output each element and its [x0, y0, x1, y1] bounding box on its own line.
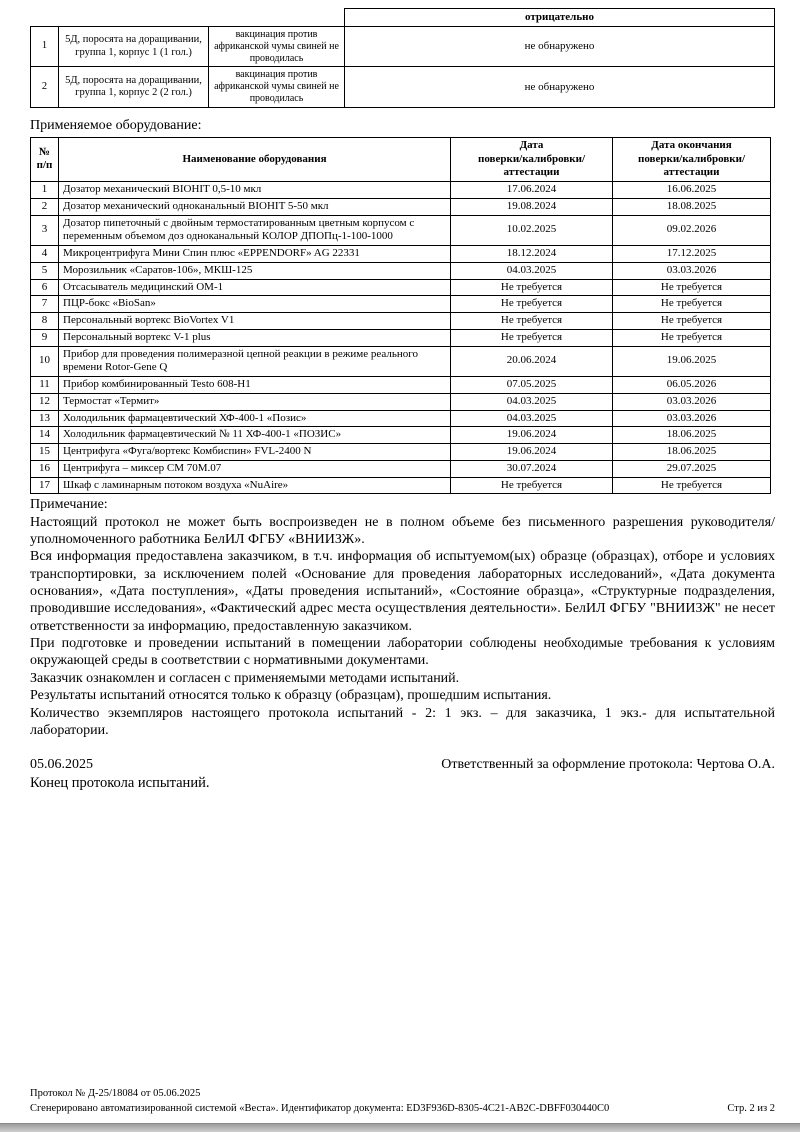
- equipment-name: Центрифуга – миксер СМ 70М.07: [59, 460, 451, 477]
- sample-description: 5Д, поросята на доращивании, группа 1, корпус 1 (1 гол.): [59, 26, 209, 66]
- note-paragraph: Количество экземпляров настоящего протокола испытаний - 2: 1 экз. – для заказчика, 1 экз.- для испытательной лаборатории.: [30, 705, 775, 738]
- equipment-number: 17: [31, 477, 59, 494]
- empty-cell: [59, 9, 209, 27]
- equipment-name: Микроцентрифуга Мини Спин плюс «EPPENDORF» AG 22331: [59, 246, 451, 263]
- results-row: [31, 26, 775, 66]
- equipment-row: [31, 346, 771, 377]
- equipment-name: Центрифуга «Фуга/вортекс Комбиспин» FVL-2400 N: [59, 444, 451, 461]
- equipment-row: [31, 427, 771, 444]
- results-header-row: [31, 9, 775, 27]
- calibration-end-date: 09.02.2026: [613, 215, 771, 246]
- calibration-date: 30.07.2024: [451, 460, 613, 477]
- result-header-cell: отрицательно: [345, 9, 775, 27]
- calibration-date: 19.06.2024: [451, 444, 613, 461]
- end-of-protocol: Конец протокола испытаний.: [30, 775, 210, 792]
- equipment-row: [31, 460, 771, 477]
- equipment-number: 2: [31, 198, 59, 215]
- equipment-table: [30, 137, 771, 495]
- equipment-name: Дозатор механический BIOHIT 0,5-10 мкл: [59, 182, 451, 199]
- calibration-date: 04.03.2025: [451, 393, 613, 410]
- signoff-responsible: Ответственный за оформление протокола: Чертова О.А.: [441, 757, 775, 773]
- col-header-name: Наименование оборудования: [59, 137, 451, 181]
- page-footer: [30, 1087, 775, 1116]
- equipment-name: Шкаф с ламинарным потоком воздуха «NuAire»: [59, 477, 451, 494]
- calibration-date: 19.08.2024: [451, 198, 613, 215]
- result-value: не обнаружено: [345, 26, 775, 66]
- equipment-number: 3: [31, 215, 59, 246]
- equipment-number: 12: [31, 393, 59, 410]
- notes-section: [30, 496, 775, 739]
- equipment-name: Персональный вортекс BioVortex V1: [59, 313, 451, 330]
- equipment-row: [31, 296, 771, 313]
- calibration-date: 20.06.2024: [451, 346, 613, 377]
- equipment-number: 15: [31, 444, 59, 461]
- col-header-date-end: [613, 137, 771, 181]
- note-paragraph: Настоящий протокол не может быть воспроизведен не в полном объеме без письменного разрешения руководителя/уполномоченного работника БелИЛ ФГБУ «ВНИИЗЖ».: [30, 514, 775, 547]
- equipment-number: 9: [31, 329, 59, 346]
- calibration-date: 07.05.2025: [451, 377, 613, 394]
- calibration-end-date: 17.12.2025: [613, 246, 771, 263]
- equipment-row: [31, 182, 771, 199]
- empty-cell: [31, 9, 59, 27]
- equipment-number: 1: [31, 182, 59, 199]
- vaccination-info: вакцинация против африканской чумы свиней не проводилась: [209, 26, 345, 66]
- col-header-date: [451, 137, 613, 181]
- calibration-date: 17.06.2024: [451, 182, 613, 199]
- calibration-end-date: Не требуется: [613, 329, 771, 346]
- equipment-row: [31, 262, 771, 279]
- equipment-name: Термостат «Термит»: [59, 393, 451, 410]
- calibration-end-date: Не требуется: [613, 477, 771, 494]
- footer-line2: [30, 1102, 775, 1116]
- calibration-date: 10.02.2025: [451, 215, 613, 246]
- equipment-name: Прибор комбинированный Testo 608-H1: [59, 377, 451, 394]
- equipment-number: 7: [31, 296, 59, 313]
- window-edge-bar: [0, 1123, 800, 1132]
- equipment-name: Холодильник фармацевтический № 11 ХФ-400-1 «ПОЗИС»: [59, 427, 451, 444]
- equipment-row: [31, 313, 771, 330]
- calibration-date: Не требуется: [451, 296, 613, 313]
- equipment-name: Холодильник фармацевтический ХФ-400-1 «Позис»: [59, 410, 451, 427]
- calibration-end-date: 06.05.2026: [613, 377, 771, 394]
- calibration-end-date: 16.06.2025: [613, 182, 771, 199]
- notes-paragraphs: [30, 514, 775, 740]
- result-value: не обнаружено: [345, 67, 775, 107]
- equipment-number: 4: [31, 246, 59, 263]
- calibration-date: 19.06.2024: [451, 427, 613, 444]
- col-header-date-line2: поверки/калибровки/аттестации: [477, 152, 586, 179]
- footer-page-number: Стр. 2 из 2: [727, 1103, 775, 1115]
- equipment-row: [31, 329, 771, 346]
- equipment-row: [31, 477, 771, 494]
- calibration-date: 18.12.2024: [451, 246, 613, 263]
- equipment-name: Прибор для проведения полимеразной цепной реакции в режиме реального времени Rotor-Gene Q: [59, 346, 451, 377]
- equipment-name: Персональный вортекс V-1 plus: [59, 329, 451, 346]
- sample-description: 5Д, поросята на доращивании, группа 1, корпус 2 (2 гол.): [59, 67, 209, 107]
- calibration-date: 04.03.2025: [451, 262, 613, 279]
- note-paragraph: Вся информация предоставлена заказчиком, в т.ч. информация об испытуемом(ых) образце (образцах), отборе и условиях транспортировки, за исключением полей «Основание для проведения лабораторных исследований», «Дата документа основания», «Дата поступления», «Даты проведения испытаний», «Состояние образца», «Структурные подразделения, проводившие исследования», «Фактический адрес места осуществления деятельности». БелИЛ ФГБУ "ВНИИЗЖ" не несет ответственности за информацию, предоставленную заказчиком.: [30, 549, 775, 634]
- equipment-name: Дозатор механический одноканальный BIOHIT 5-50 мкл: [59, 198, 451, 215]
- calibration-end-date: 03.03.2026: [613, 410, 771, 427]
- col-header-num-line2: п/п: [36, 159, 53, 172]
- calibration-date: Не требуется: [451, 329, 613, 346]
- equipment-number: 10: [31, 346, 59, 377]
- equipment-number: 5: [31, 262, 59, 279]
- signoff-date: 05.06.2025: [30, 757, 93, 773]
- row-number: 2: [31, 67, 59, 107]
- signoff-row: [30, 757, 775, 773]
- results-row: [31, 67, 775, 107]
- calibration-date: Не требуется: [451, 279, 613, 296]
- vaccination-info: вакцинация против африканской чумы свиней не проводилась: [209, 67, 345, 107]
- footer-protocol-number: Протокол № Д-25/18084 от 05.06.2025: [30, 1087, 201, 1099]
- row-number: 1: [31, 26, 59, 66]
- equipment-row: [31, 246, 771, 263]
- calibration-end-date: 19.06.2025: [613, 346, 771, 377]
- equipment-name: Отсасыватель медицинский ОМ-1: [59, 279, 451, 296]
- equipment-row: [31, 410, 771, 427]
- note-paragraph: Заказчик ознакомлен и согласен с применяемыми методами испытаний.: [30, 670, 460, 686]
- equipment-number: 13: [31, 410, 59, 427]
- equipment-name: Дозатор пипеточный с двойным термостатированным цветным корпусом с переменным объемом доз одноканальный КОЛОР ДПОПц-1-100-1000: [59, 215, 451, 246]
- calibration-end-date: 18.06.2025: [613, 427, 771, 444]
- calibration-end-date: Не требуется: [613, 279, 771, 296]
- notes-title: Примечание:: [30, 497, 108, 513]
- equipment-name: Морозильник «Саратов-106», МКШ-125: [59, 262, 451, 279]
- note-paragraph: При подготовке и проведении испытаний в помещении лаборатории соблюдены необходимые требования к условиям окружающей среды в соответствии с нормативными документами.: [30, 636, 775, 669]
- calibration-end-date: Не требуется: [613, 296, 771, 313]
- calibration-date: 04.03.2025: [451, 410, 613, 427]
- calibration-end-date: 18.08.2025: [613, 198, 771, 215]
- col-header-date-end-line2: поверки/калибровки/аттестации: [637, 152, 746, 179]
- equipment-row: [31, 279, 771, 296]
- calibration-end-date: 18.06.2025: [613, 444, 771, 461]
- equipment-row: [31, 393, 771, 410]
- calibration-date: Не требуется: [451, 313, 613, 330]
- equipment-section-title: Применяемое оборудование:: [30, 117, 202, 133]
- equipment-row: [31, 215, 771, 246]
- equipment-number: 16: [31, 460, 59, 477]
- equipment-row: [31, 444, 771, 461]
- equipment-header-row: [31, 137, 771, 181]
- col-header-date-end-line1: Дата окончания: [651, 138, 732, 151]
- equipment-number: 14: [31, 427, 59, 444]
- equipment-name: ПЦР-бокс «BioSan»: [59, 296, 451, 313]
- calibration-end-date: 03.03.2026: [613, 393, 771, 410]
- calibration-date: Не требуется: [451, 477, 613, 494]
- equipment-number: 6: [31, 279, 59, 296]
- equipment-number: 11: [31, 377, 59, 394]
- col-header-num-line1: №: [38, 145, 51, 158]
- calibration-end-date: Не требуется: [613, 313, 771, 330]
- results-table: [30, 8, 775, 108]
- col-header-num: [31, 137, 59, 181]
- empty-cell: [209, 9, 345, 27]
- calibration-end-date: 29.07.2025: [613, 460, 771, 477]
- equipment-number: 8: [31, 313, 59, 330]
- equipment-row: [31, 377, 771, 394]
- equipment-row: [31, 198, 771, 215]
- calibration-end-date: 03.03.2026: [613, 262, 771, 279]
- note-paragraph: Результаты испытаний относятся только к образцу (образцам), прошедшим испытания.: [30, 688, 552, 704]
- footer-generated-info: Сгенерировано автоматизированной системой «Веста». Идентификатор документа: ED3F936D-8305-4C21-AB2C-DBFF030440C0: [30, 1103, 610, 1115]
- col-header-date-line1: Дата: [519, 138, 544, 151]
